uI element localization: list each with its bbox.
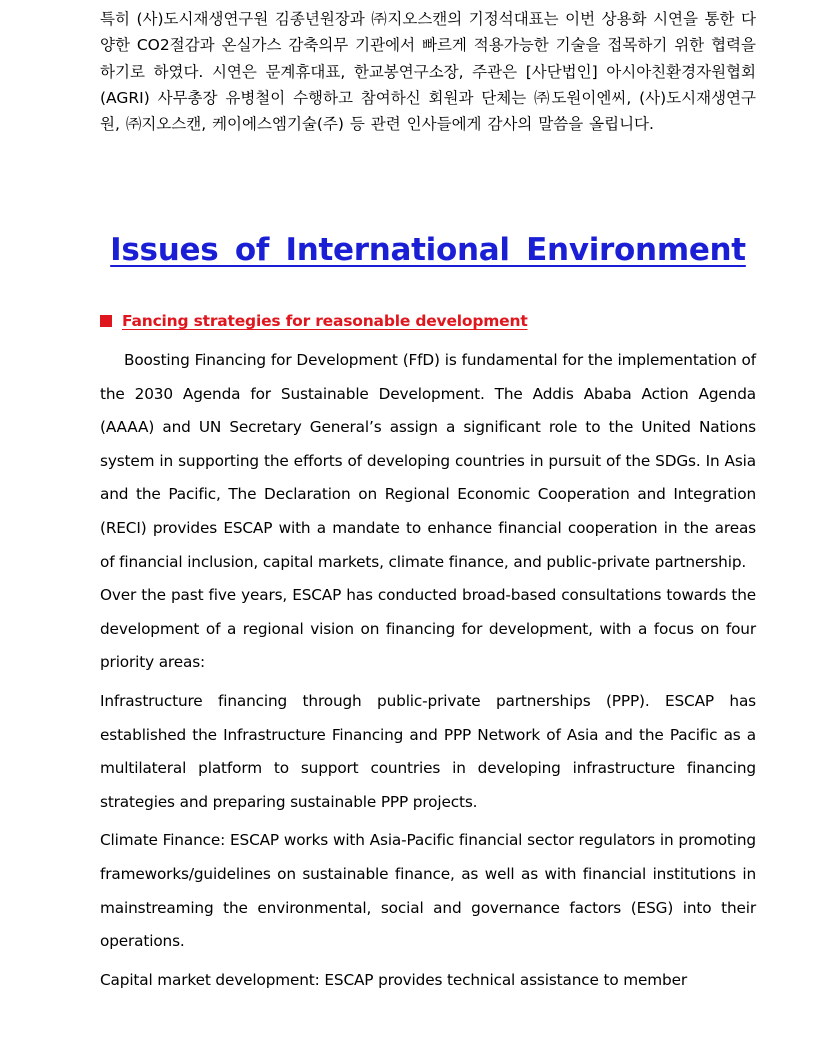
paragraph-consultations: Over the past five years, ESCAP has conducted broad-based consultations towards the development of a regional vision on financing for development, with a focus on four priority areas:	[100, 586, 756, 672]
paragraph-ffd: Boosting Financing for Development (FfD) is fundamental for the implementation of the 2030 Agenda for Sustainable Development. The Addis Ababa Action Agenda (AAAA) and UN Secretary General’s assign a significant role to the United Nations system in supporting the efforts of developing countries in pursuit of the SDGs. In Asia and the Pacific, The Declaration on Regional Economic Cooperation and Integration (RECI) provides ESCAP with a mandate to enhance financial cooperation in the areas of financial inclusion, capital markets, climate finance, and public-private partnership.	[100, 351, 756, 571]
paragraph-climate-finance: Climate Finance: ESCAP works with Asia-Pacific financial sector regulators in promoting frameworks/guidelines on sustainable finance, as well as with financial institutions in mainstreaming the environmental, social and governance factors (ESG) into their operations.	[100, 831, 756, 951]
red-square-bullet-icon	[100, 315, 112, 327]
section-heading	[100, 312, 528, 330]
korean-paragraph: 특히 (사)도시재생연구원 김종년원장과 ㈜지오스캔의 기정석대표는 이번 상용화 시연을 통한 다양한 CO2절감과 온실가스 감축의무 기관에서 빠르게 적용가능한 기술을 접목하기 위한 협력을 하기로 하였다. 시연은 문계휴대표, 한교봉연구소장, 주관은 [사단법인] 아시아친환경자원협회 (AGRI) 사무총장 유병철이 수행하고 참여하신 회원과 단체는 ㈜도원이엔씨, (사)도시재생연구원, ㈜지오스캔, 케이에스엠기술(주) 등 관련 인사들에게 감사의 말씀을 올립니다.	[100, 10, 756, 134]
paragraph-capital-market: Capital market development: ESCAP provides technical assistance to member	[100, 970, 687, 989]
paragraph-infrastructure: Infrastructure financing through public-private partnerships (PPP). ESCAP has established the Infrastructure Financing and PPP Network of Asia and the Pacific as a multilateral platform to support countries in developing infrastructure financing strategies and preparing sustainable PPP projects.	[100, 691, 756, 811]
page-title: Issues of International Environment	[110, 232, 746, 268]
section-heading-text: Fancing strategies for reasonable development	[122, 312, 528, 330]
document-page	[100, 0, 756, 989]
document-body	[100, 344, 756, 997]
